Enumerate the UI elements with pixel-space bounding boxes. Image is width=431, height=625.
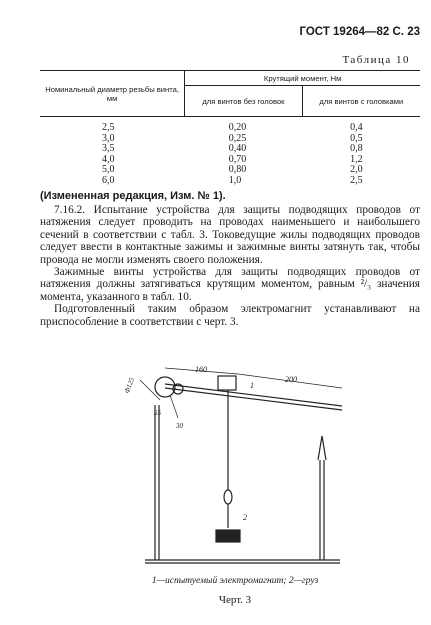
hook-link <box>224 490 232 504</box>
dim-diameter-leader <box>140 380 160 400</box>
table-row <box>40 176 420 187</box>
cell-size: 3,5 <box>102 143 115 155</box>
cell-no-head: 0,25 <box>228 132 247 144</box>
torque-table <box>40 70 420 187</box>
cell-size: 2,5 <box>102 122 115 133</box>
top-bar-edge <box>165 388 342 410</box>
header-without-heads: для винтов без головок <box>185 86 302 117</box>
cell-no-head: 1,0 <box>228 174 242 186</box>
dim-gap: 30 <box>176 422 183 430</box>
body-text <box>40 204 420 328</box>
weight-block <box>216 530 240 542</box>
paragraph-mounting: Подготовленный таким образом электромагнит устанавливают на приспособление в соответствии с черт. 3. <box>40 303 420 328</box>
header-with-heads: для винтов с головками <box>302 86 420 117</box>
cell-head: 0,5 <box>350 132 363 144</box>
cell-head: 1,2 <box>350 153 363 165</box>
paragraph-clamp-screws: Зажимные винты устройства для защиты подводящих проводов от натяжения должны затягиваться крутящим моментом, равным ²/₃ значения момента, указанного в табл. 10. <box>40 266 420 303</box>
figure-caption: 1—испытуемый электромагнит; 2—груз <box>151 576 319 586</box>
cell-head: 2,0 <box>350 164 363 176</box>
dim-160: 160 <box>195 365 207 374</box>
dim-diameter: Ф125 <box>122 376 137 395</box>
cell-no-head: 0,40 <box>228 143 247 155</box>
magnet-block <box>218 376 236 390</box>
cell-head: 0,4 <box>350 122 363 133</box>
cell-no-head: 0,80 <box>228 164 247 176</box>
paragraph-7-16-2: 7.16.2. Испытание устройства для защиты подводящих проводов от натяжения следует проводить на проводах наименьшего и наибольшего сечений в соответствии с табл. 3. Токоведущие жилы подводящих проводов следует ввести в контактные зажимы и зажимные винты затянуть так, чтобы провода не могли изменять своего положения. <box>40 204 420 266</box>
cell-size: 5,0 <box>102 164 115 176</box>
header-torque: Крутящий момент, Нм <box>185 71 420 86</box>
cell-size: 6,0 <box>102 174 115 186</box>
figure-3-drawing <box>120 360 370 570</box>
dim-offset-leader <box>170 395 178 418</box>
table-row <box>40 123 420 134</box>
cell-no-head: 0,70 <box>228 153 247 165</box>
test-fixture-drawing <box>120 360 370 570</box>
right-post-tip <box>318 436 326 460</box>
label-electromagnet: 1 <box>250 381 254 390</box>
cell-head: 0,8 <box>350 143 363 155</box>
header-thread-diameter: Номинальный диаметр резьбы винта, мм <box>40 71 185 117</box>
cell-size: 3,0 <box>102 132 115 144</box>
cell-head: 2,5 <box>350 174 363 186</box>
dim-200: 200 <box>285 375 297 384</box>
dim-offset: 55 <box>154 409 161 417</box>
torque-table-wrap <box>40 70 420 187</box>
cell-no-head: 0,20 <box>228 122 247 133</box>
page-header: ГОСТ 19264—82 С. 23 <box>299 26 420 38</box>
cell-size: 4,0 <box>102 153 115 165</box>
figure-label: Черт. 3 <box>218 594 252 606</box>
edition-note: (Измененная редакция, Изм. № 1). <box>40 190 226 202</box>
table-caption: Таблица 10 <box>342 54 410 66</box>
label-weight: 2 <box>243 513 247 522</box>
hub-circle <box>155 377 175 397</box>
